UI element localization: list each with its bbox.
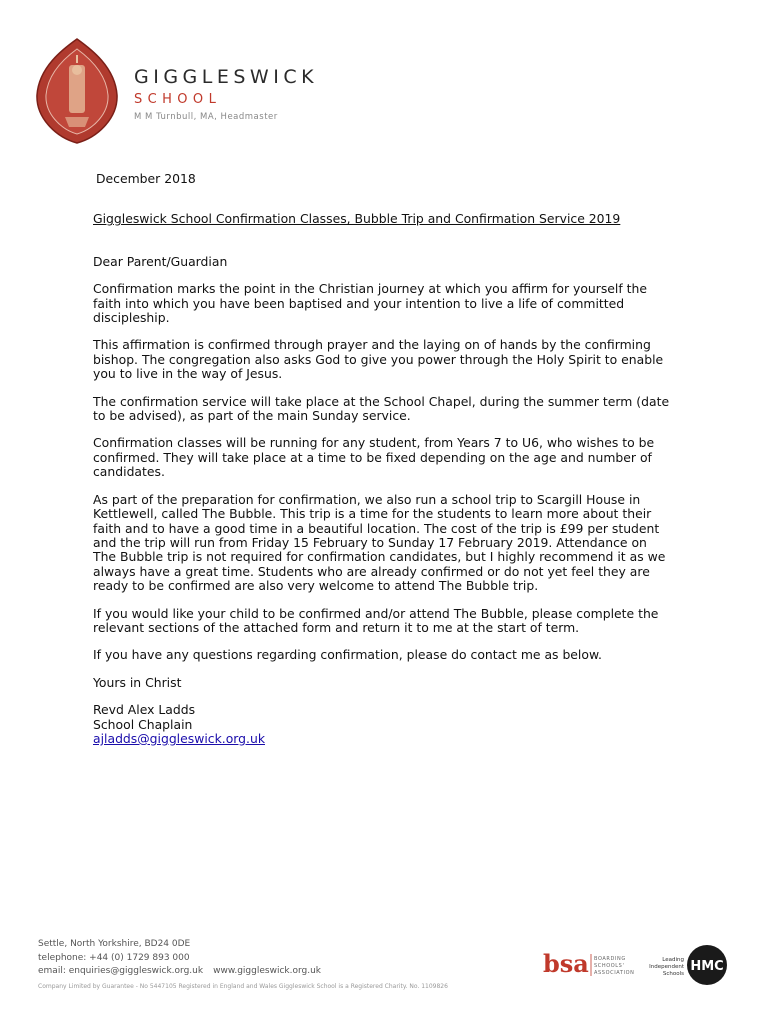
- letter-date: December 2018: [96, 171, 196, 186]
- paragraph: Confirmation marks the point in the Christian journey at which you affirm for yourself the faith into which you have been baptised and your intention to live a life of committed discipleship.: [93, 281, 648, 326]
- footer-legal: Company Limited by Guarantee - No 5447105 Registered in England and Wales Giggleswick School is a Registered Charity. No. 1109826: [38, 983, 448, 990]
- hmc-tagline-1: Leading: [662, 957, 684, 963]
- paragraph: If you have any questions regarding confirmation, please do contact me as below.: [93, 647, 602, 663]
- hmc-logo-text: HMC: [690, 959, 724, 974]
- footer-email[interactable]: email: enquiries@giggleswick.org.uk: [38, 966, 204, 976]
- footer-website[interactable]: www.giggleswick.org.uk: [213, 966, 321, 976]
- bsa-logo-text: bsa: [543, 950, 589, 978]
- bsa-logo: [543, 950, 643, 978]
- signature-title: School Chaplain: [93, 716, 193, 732]
- letter-subject: Giggleswick School Confirmation Classes, Bubble Trip and Confirmation Service 2019: [93, 211, 621, 227]
- chaplain-email-link[interactable]: ajladds@giggleswick.org.uk: [93, 730, 265, 746]
- salutation: Dear Parent/Guardian: [93, 253, 228, 269]
- paragraph: If you would like your child to be confirmed and/or attend The Bubble, please complete the relevant sections of the attached form and return it to me at the start of term.: [93, 605, 659, 635]
- headmaster-line: M M Turnbull, MA, Headmaster: [134, 112, 278, 122]
- paragraph: The confirmation service will take place at the School Chapel, during the summer term (date to be advised), as part of the main Sunday service.: [93, 393, 670, 424]
- hmc-tagline: [644, 957, 684, 978]
- paragraph: This affirmation is confirmed through prayer and the laying on of hands by the confirming bishop. The congregation also asks God to give you power through the Holy Spirit to enable you to live in the way of Jesus.: [93, 337, 664, 382]
- bsa-line-3: ASSOCIATION: [594, 970, 635, 976]
- school-name: GIGGLESWICK: [134, 66, 319, 88]
- signature-name: Revd Alex Ladds: [93, 702, 196, 718]
- paragraph: Confirmation classes will be running for any student, from Years 7 to U6, who wishes to be confirmed. They will take place at a time to be fixed depending on the age and number of candidates.: [93, 435, 655, 480]
- address-line: Settle, North Yorkshire, BD24 0DE: [38, 939, 191, 949]
- footer-address: [38, 938, 321, 979]
- bsa-line-1: BOARDING: [594, 956, 626, 962]
- school-subtitle: SCHOOL: [134, 92, 222, 107]
- telephone-line: telephone: +44 (0) 1729 893 000: [38, 952, 190, 963]
- bsa-line-2: SCHOOLS': [594, 963, 625, 969]
- hmc-tagline-2: Independent: [649, 964, 684, 970]
- hmc-logo: [686, 944, 728, 986]
- closing: Yours in Christ: [93, 674, 182, 690]
- letter-body: [93, 172, 683, 746]
- hmc-tagline-3: Schools: [662, 971, 684, 977]
- paragraph: As part of the preparation for confirmation, we also run a school trip to Scargill House in Kettlewell, called The Bubble. This trip is a time for the students to learn more about their faith and to have a good time in a beautiful location. The cost of the trip is £99 per student and the trip will run from Friday 15 February to Sunday 17 February 2019. Attendance on The Bubble trip is not required for confirmation candidates, but I highly recommend it as we always have a great time. Students who are already confirmed or do not yet feel they are ready to be confirmed are also very welcome to attend The Bubble trip.: [93, 491, 666, 594]
- school-seal-logo: [33, 37, 121, 145]
